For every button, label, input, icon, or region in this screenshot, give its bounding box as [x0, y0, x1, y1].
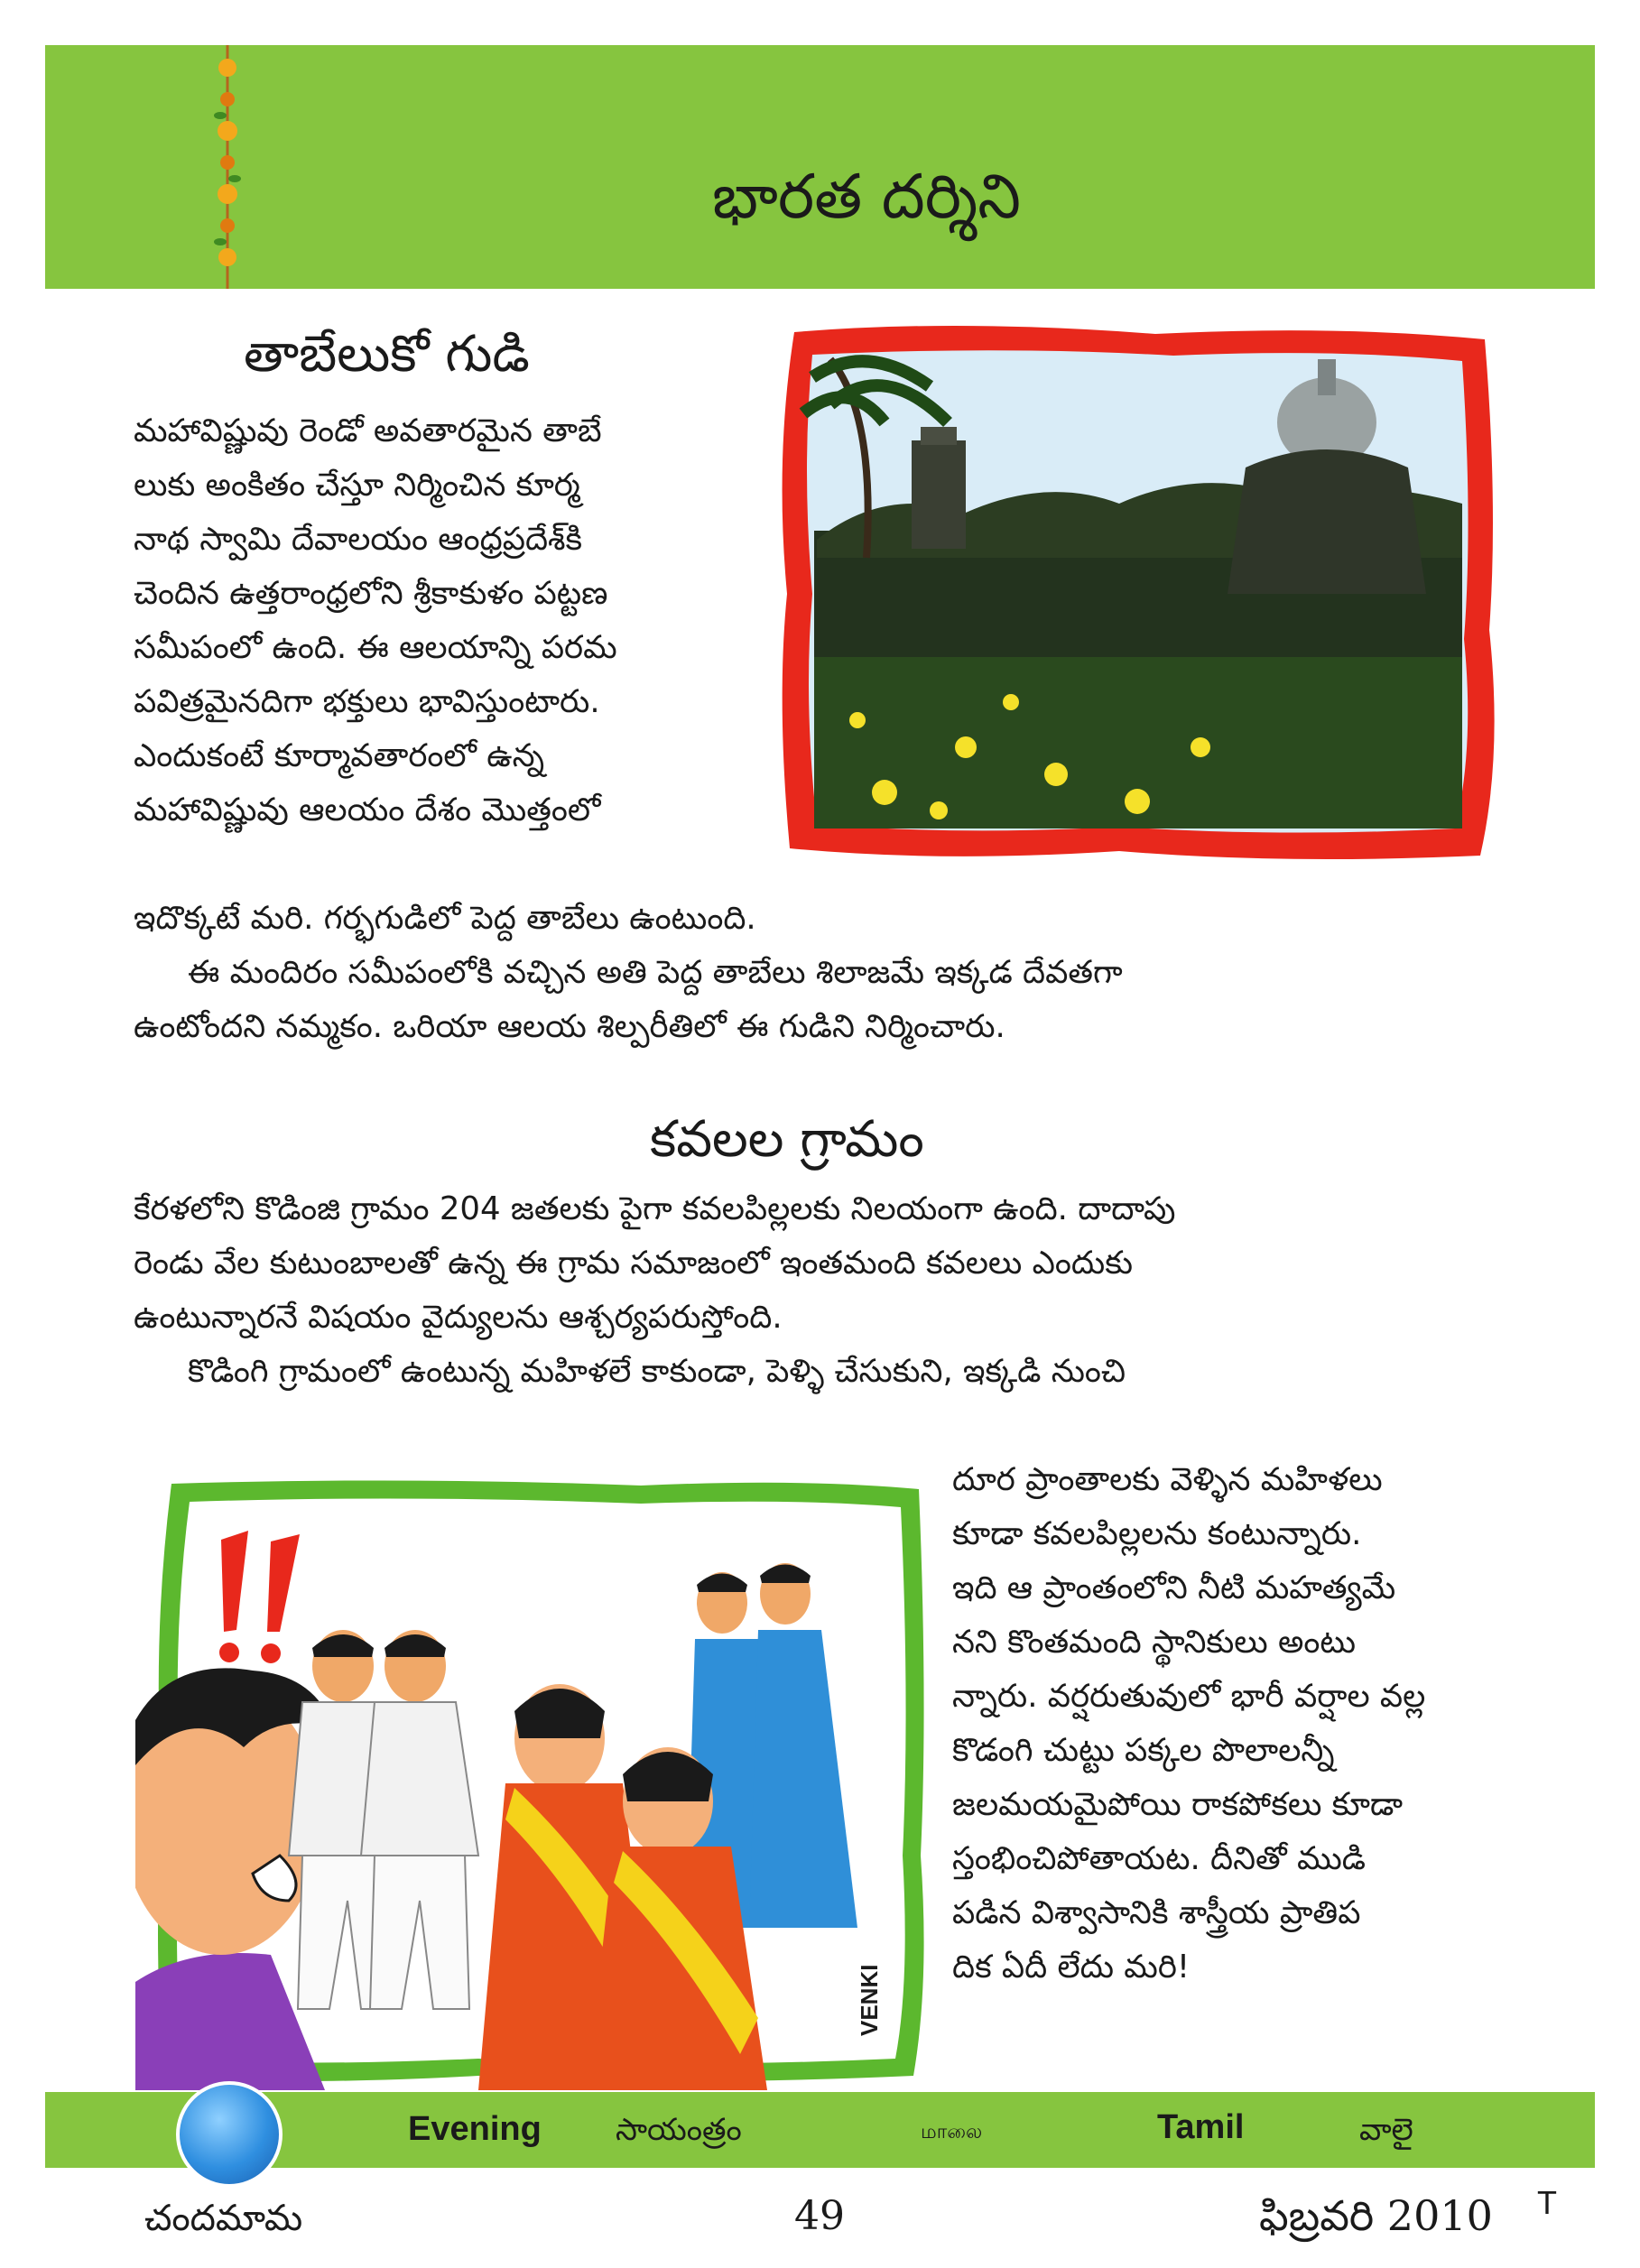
footer-word-telugu: సాయంత్రం: [616, 2112, 742, 2148]
text-line: రెండు వేల కుటుంబాలతో ఉన్న ఈ గ్రామ సమాజంలో ఇంతమంది కవలలు ఎందుకు: [134, 1245, 1134, 1282]
text-line: నాథ స్వామి దేవాలయం ఆంధ్రప్రదేశ్‌కి: [134, 521, 583, 558]
text-line: మహావిష్ణువు రెండో అవతారమైన తాబే: [134, 412, 602, 449]
cartoon-illustration: [135, 1477, 930, 2090]
text-line: నని కొంతమంది స్థానికులు అంటు: [952, 1624, 1357, 1661]
text-line: స్తంభించిపోతాయట. దీనితో ముడి: [952, 1840, 1367, 1877]
text-line: పడిన విశ్వాసానికి శాస్త్రీయ ప్రాతిప: [952, 1894, 1361, 1931]
text-line: ఇదొక్కటే మరి. గర్భగుడిలో పెద్ద తాబేలు ఉంటుంది.: [134, 900, 756, 937]
text-line: ఈ మందిరం సమీపంలోకి వచ్చిన అతి పెద్ద తాబేలు శిలాజమే ఇక్కడ దేవతగా: [188, 954, 1123, 991]
text-line: ఉంటున్నారనే విషయం వైద్యులను ఆశ్చర్యపరుస్తోంది.: [134, 1299, 783, 1336]
text-line: చెందిన ఉత్తరాంధ్రలోని శ్రీకాకుళం పట్టణ: [134, 575, 608, 612]
temple-photo: [776, 323, 1498, 865]
text-line: దూర ప్రాంతాలకు వెళ్ళిన మహిళలు: [952, 1461, 1383, 1498]
turtle-article-text: [134, 404, 783, 838]
moon-circle-icon: [176, 2081, 283, 2188]
turtle-article-text-continued: [134, 892, 1506, 1054]
text-line: ఇది ఆ ప్రాంతంలోని నీటి మహత్యమే: [952, 1569, 1396, 1606]
text-line: పవిత్రమైనదిగా భక్తులు భావిస్తుంటారు.: [134, 683, 600, 720]
text-line: మహావిష్ణువు ఆలయం దేశం మొత్తంలో: [134, 791, 601, 829]
footer-word-transliteration: వాలై: [1359, 2112, 1413, 2148]
text-line: ఉంటోందని నమ్మకం. ఒరియా ఆలయ శిల్పరీతిలో ఈ గుడిని నిర్మించారు.: [134, 1008, 1005, 1045]
text-line: న్నారు. వర్షరుతువులో భారీ వర్షాల వల్ల: [952, 1678, 1426, 1715]
text-line: ఎందుకంటే కూర్మావతారంలో ఉన్న: [134, 737, 545, 774]
twins-article-text-continued: [952, 1453, 1512, 1995]
text-line: దిక ఏదీ లేదు మరి!: [952, 1949, 1191, 1986]
page-number: 49: [794, 2193, 845, 2239]
article-heading-twins-village: కవలల గ్రామం: [650, 1110, 924, 1169]
text-line: కొడింగి గ్రామంలో ఉంటున్న మహిళలే కాకుండా, పెళ్ళి చేసుకుని, ఇక్కడి నుంచి: [188, 1353, 1126, 1390]
footer-word-tamil-script: மாலை: [921, 2121, 983, 2143]
text-line: సమీపంలో ఉంది. ఈ ఆలయాన్ని పరమ: [134, 629, 617, 666]
flower-garland-icon: [209, 45, 246, 289]
twins-article-text: [134, 1182, 1506, 1399]
cartoonist-signature: VENKI: [856, 1964, 883, 2036]
corner-mark: T: [1537, 2184, 1557, 2221]
text-line: లుకు అంకితం చేస్తూ నిర్మించిన కూర్మ: [134, 467, 580, 504]
text-line: కేరళలోని కొడింజి గ్రామం 204 జతలకు పైగా కవలపిల్లలకు నిలయంగా ఉంది. దాదాపు: [134, 1190, 1176, 1227]
page-title: భారత దర్శిని: [712, 162, 1021, 233]
issue-date: ఫిబ్రవరి 2010: [1259, 2191, 1493, 2240]
text-line: కూడా కవలపిల్లలను కంటున్నారు.: [952, 1515, 1362, 1552]
text-line: కొడంగి చుట్టు పక్కల పొలాలన్నీ: [952, 1732, 1335, 1769]
article-heading-turtle-temple: తాబేలుకో గుడి: [244, 325, 530, 384]
footer-language-label: Tamil: [1157, 2108, 1245, 2146]
text-line: జలమయమైపోయి రాకపోకలు కూడా: [952, 1786, 1404, 1823]
footer-word-english: Evening: [408, 2110, 542, 2148]
magazine-name: చందమామ: [144, 2198, 303, 2239]
